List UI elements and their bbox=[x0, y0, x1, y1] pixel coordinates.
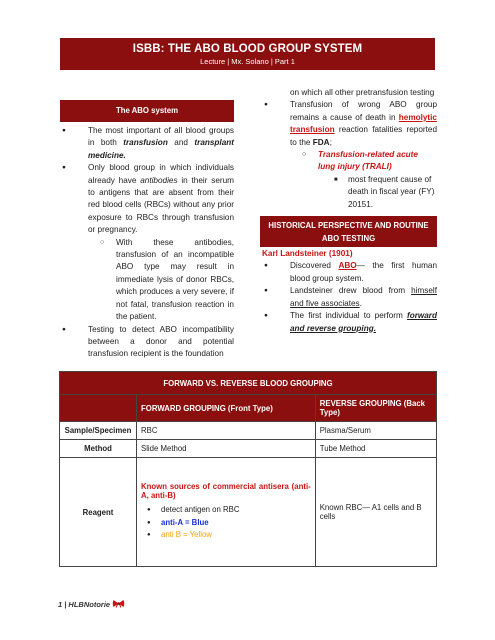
trali-detail: ■ most frequent cause of death in fiscal year (FY) 20151. bbox=[262, 174, 437, 211]
reverse-cell: Tube Method bbox=[315, 440, 436, 458]
list-item: ● anti B = Yellow bbox=[141, 529, 311, 541]
row-label: Reagent bbox=[60, 458, 137, 567]
row-label: Sample/Specimen bbox=[60, 422, 137, 440]
abo-bullet-2: ● Only blood group in which individuals already have antibodies in their serum to antigens that are absent from their red blood cells (RBCs) without any prior exposure to RBCs through transfusion or pregnancy. bbox=[60, 162, 234, 236]
landsteiner-label: Karl Landsteiner (1901) bbox=[262, 249, 353, 259]
abo-subbullet: ○ With these antibodies, transfusion of an incompatible ABO type may result in immediate lysis of donor RBCs, which produces a very severe, if not fatal, transfusion reaction in the patient. bbox=[60, 237, 234, 324]
history-bullet-2: ● Landsteiner drew blood from himself and five associates. bbox=[262, 285, 437, 310]
table-corner-cell bbox=[60, 395, 137, 422]
antisera-heading: Known sources of commercial antisera (anti-A, anti-B) bbox=[141, 482, 311, 501]
abo-bullet-3-continued: on which all other pretransfusion testing bbox=[290, 88, 435, 97]
reverse-column-header: REVERSE GROUPING (Back Type) bbox=[315, 395, 436, 422]
page-footer bbox=[58, 599, 125, 609]
right-column bbox=[262, 87, 437, 335]
forward-cell: RBC bbox=[137, 422, 316, 440]
reverse-cell: Plasma/Serum bbox=[315, 422, 436, 440]
history-bullet-1: ● Discovered ABO— the first human blood group system. bbox=[262, 260, 437, 285]
list-item: ● detect antigen on RBC bbox=[141, 504, 311, 516]
trali-subbullet: ○ Transfusion-related acute lung injury (TRALI) bbox=[262, 149, 437, 174]
row-label: Method bbox=[60, 440, 137, 458]
abo-bullet-1: ● The most important of all blood groups in both transfusion and transplant medicine. bbox=[60, 125, 234, 162]
forward-cell: Slide Method bbox=[137, 440, 316, 458]
abo-bullet-3: ● Testing to detect ABO incompatibility between a donor and potential transfusion recipient is the foundation bbox=[60, 324, 234, 361]
history-bullet-3: ● The first individual to perform forward and reverse grouping. bbox=[262, 310, 437, 335]
history-heading: HISTORICAL PERSPECTIVE AND ROUTINE ABO TESTING bbox=[260, 216, 437, 247]
reverse-cell: Known RBC— A1 cells and B cells bbox=[315, 458, 436, 567]
table-title: FORWARD VS. REVERSE BLOOD GROUPING bbox=[60, 372, 437, 395]
left-column bbox=[60, 100, 234, 361]
document-title: ISBB: THE ABO BLOOD GROUP SYSTEM bbox=[132, 43, 363, 55]
abo-bullet-4: ● Transfusion of wrong ABO group remains a cause of death in hemolytic transfusion reaction fatalities reported to the FDA; bbox=[262, 99, 437, 149]
footer-text: 1 | HLBNotorie bbox=[58, 600, 111, 609]
document-subtitle: Lecture | Mx. Solano | Part 1 bbox=[200, 57, 295, 66]
table-row bbox=[60, 440, 437, 458]
table-row bbox=[60, 458, 437, 567]
list-item: ● anti-A = Blue bbox=[141, 517, 311, 529]
table-row bbox=[60, 422, 437, 440]
title-banner bbox=[60, 38, 435, 70]
ribbon-bow-icon bbox=[112, 599, 125, 608]
forward-cell bbox=[137, 458, 316, 567]
abo-system-heading: The ABO system bbox=[60, 100, 234, 122]
forward-column-header: FORWARD GROUPING (Front Type) bbox=[137, 395, 316, 422]
grouping-table bbox=[59, 371, 437, 567]
